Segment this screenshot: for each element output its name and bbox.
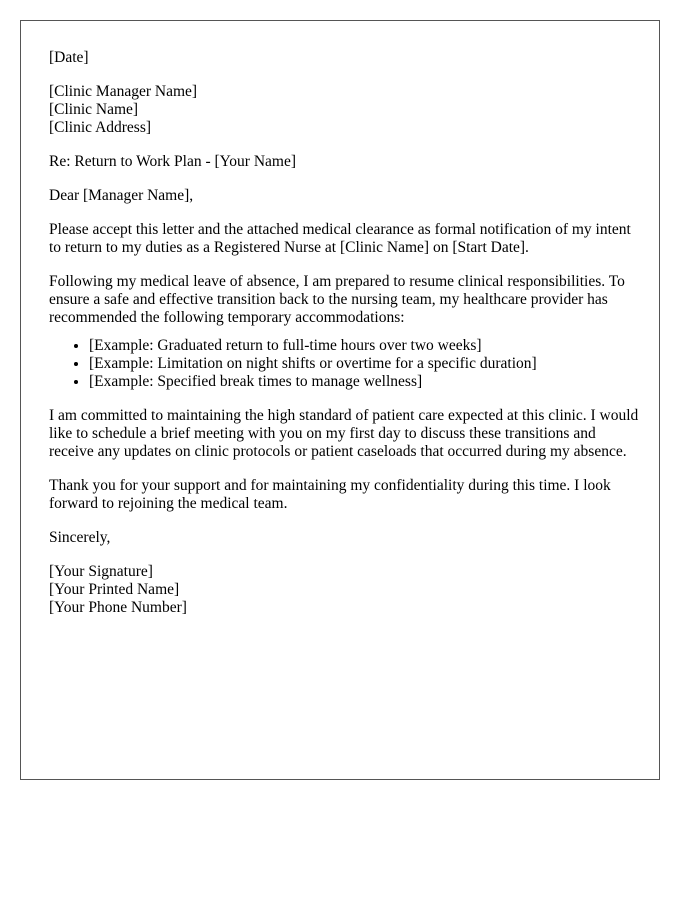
letter-subject: Re: Return to Work Plan - [Your Name] — [49, 153, 297, 170]
letter-salutation: Dear [Manager Name], — [49, 187, 194, 204]
printed-name-line: [Your Printed Name] — [49, 581, 180, 598]
letter-closing: Sincerely, — [49, 529, 111, 546]
letter-date: [Date] — [49, 49, 89, 66]
letter-page — [20, 20, 660, 780]
letter-body — [49, 49, 639, 633]
date-block — [49, 49, 639, 67]
recipient-address-block — [49, 83, 639, 137]
signature-line: [Your Signature] — [49, 563, 153, 580]
list-item: • [Example: Specified break times to manage wellness] — [89, 373, 639, 391]
signature-block — [49, 563, 639, 617]
paragraph-commitment: I am committed to maintaining the high standard of patient care expected at this clinic. I would like to schedule a brief meeting with you on my first day to discuss these transitions and receive any updates on clinic protocols or patient caseloads that occurred during my absence. — [49, 407, 639, 460]
paragraph-accommodations-intro: Following my medical leave of absence, I am prepared to resume clinical responsibilities. To ensure a safe and effective transition back to the nursing team, my healthcare provider has recommended the following temporary accommodations: — [49, 273, 625, 326]
recipient-manager-name: [Clinic Manager Name] — [49, 83, 198, 100]
closing-block — [49, 529, 639, 547]
salutation-block — [49, 187, 639, 205]
subject-block — [49, 153, 639, 171]
recipient-clinic-name: [Clinic Name] — [49, 101, 139, 118]
phone-number-line: [Your Phone Number] — [49, 599, 187, 616]
list-item: • [Example: Graduated return to full-time hours over two weeks] — [89, 337, 639, 355]
recipient-clinic-address: [Clinic Address] — [49, 119, 152, 136]
accommodations-list — [49, 337, 639, 391]
paragraph-intent: Please accept this letter and the attached medical clearance as formal notification of my intent to return to my duties as a Registered Nurse at [Clinic Name] on [Start Date]. — [49, 221, 631, 256]
list-item: • [Example: Limitation on night shifts or overtime for a specific duration] — [89, 355, 639, 373]
paragraph-thanks: Thank you for your support and for maintaining my confidentiality during this time. I look forward to rejoining the medical team. — [49, 477, 611, 512]
